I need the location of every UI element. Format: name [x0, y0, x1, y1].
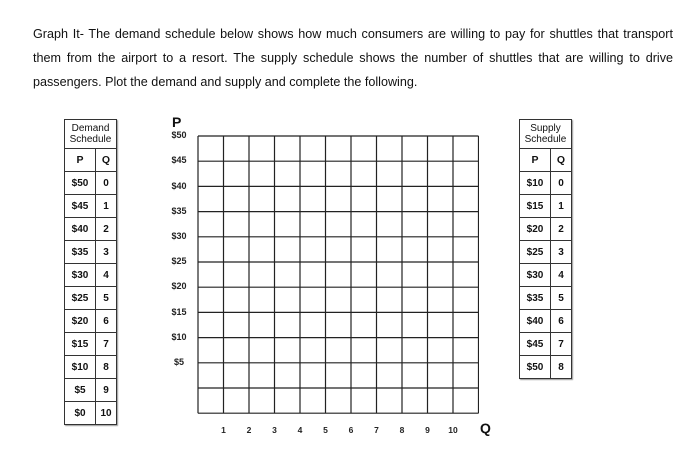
demand-quantity-cell: 9 — [96, 379, 117, 402]
demand-col-p: P — [65, 149, 96, 172]
supply-schedule-title — [520, 120, 572, 149]
demand-price-cell: $5 — [65, 379, 96, 402]
demand-price-cell: $50 — [65, 172, 96, 195]
supply-schedule-table — [519, 119, 572, 379]
supply-row — [520, 356, 572, 379]
supply-title-line2: Schedule — [524, 134, 567, 145]
supply-row — [520, 195, 572, 218]
supply-row — [520, 287, 572, 310]
demand-row — [65, 379, 117, 402]
demand-quantity-cell: 5 — [96, 287, 117, 310]
demand-row — [65, 310, 117, 333]
supply-price-cell: $10 — [520, 172, 551, 195]
demand-price-cell: $30 — [65, 264, 96, 287]
y-tick-label: $35 — [171, 205, 187, 216]
y-axis-label: P — [172, 114, 182, 130]
demand-row — [65, 195, 117, 218]
x-tick-label: 7 — [374, 425, 379, 435]
supply-price-cell: $25 — [520, 241, 551, 264]
demand-quantity-cell: 1 — [96, 195, 117, 218]
demand-price-cell: $35 — [65, 241, 96, 264]
supply-price-cell: $15 — [520, 195, 551, 218]
y-tick-label: $5 — [173, 357, 184, 367]
y-tick-label: $20 — [171, 281, 187, 292]
demand-row — [65, 241, 117, 264]
y-tick-label: $25 — [171, 256, 187, 267]
x-tick-label: 2 — [246, 425, 252, 435]
supply-row — [520, 172, 572, 195]
supply-quantity-cell: 5 — [551, 287, 572, 310]
x-tick-label: 5 — [323, 425, 328, 435]
supply-row — [520, 264, 572, 287]
demand-quantity-cell: 2 — [96, 218, 117, 241]
x-tick-label: 10 — [448, 425, 458, 435]
demand-row — [65, 172, 117, 195]
x-tick-label: 8 — [399, 425, 405, 435]
supply-price-cell: $40 — [520, 310, 551, 333]
demand-quantity-cell: 0 — [96, 172, 117, 195]
supply-row — [520, 218, 572, 241]
y-tick-label: $50 — [171, 130, 187, 141]
supply-quantity-cell: 1 — [551, 195, 572, 218]
demand-title-line1: Demand — [71, 123, 110, 134]
supply-title-line1: Supply — [530, 123, 561, 134]
demand-row — [65, 402, 117, 425]
demand-quantity-cell: 8 — [96, 356, 117, 379]
supply-price-cell: $20 — [520, 218, 551, 241]
demand-schedule-title — [65, 120, 117, 149]
demand-quantity-cell: 7 — [96, 333, 117, 356]
supply-quantity-cell: 6 — [551, 310, 572, 333]
demand-price-cell: $15 — [65, 333, 96, 356]
instructions-text: Graph It- The demand schedule below shows how much consumers are willing to pay for shuttles that transport them from the airport to a resort. The supply schedule shows the number of shuttles that are willing to drive passengers. Plot the demand and supply and complete the following. — [33, 27, 673, 89]
demand-price-cell: $0 — [65, 402, 96, 425]
blank-graph-grid[interactable] — [197, 135, 479, 415]
supply-row — [520, 333, 572, 356]
x-axis-label: Q — [480, 420, 491, 436]
demand-price-cell: $20 — [65, 310, 96, 333]
demand-price-cell: $25 — [65, 287, 96, 310]
x-tick-label: 9 — [425, 425, 430, 435]
demand-title-line2: Schedule — [69, 134, 112, 145]
demand-row — [65, 333, 117, 356]
y-tick-label: $10 — [171, 331, 187, 342]
x-tick-label: 4 — [297, 425, 303, 435]
demand-schedule-table — [64, 119, 117, 425]
demand-quantity-cell: 10 — [96, 402, 117, 425]
supply-quantity-cell: 8 — [551, 356, 572, 379]
demand-quantity-cell: 4 — [96, 264, 117, 287]
supply-col-q: Q — [551, 149, 572, 172]
demand-row — [65, 356, 117, 379]
demand-price-cell: $40 — [65, 218, 96, 241]
supply-row — [520, 310, 572, 333]
supply-row — [520, 241, 572, 264]
supply-price-cell: $35 — [520, 287, 551, 310]
demand-col-q: Q — [96, 149, 117, 172]
demand-row — [65, 218, 117, 241]
demand-row — [65, 287, 117, 310]
y-tick-label: $40 — [171, 180, 187, 191]
supply-quantity-cell: 4 — [551, 264, 572, 287]
y-tick-label: $30 — [171, 231, 187, 241]
y-tick-label: $45 — [171, 155, 187, 166]
supply-quantity-cell: 3 — [551, 241, 572, 264]
supply-price-cell: $50 — [520, 356, 551, 379]
demand-price-cell: $10 — [65, 356, 96, 379]
supply-quantity-cell: 7 — [551, 333, 572, 356]
supply-quantity-cell: 0 — [551, 172, 572, 195]
demand-price-cell: $45 — [65, 195, 96, 218]
supply-price-cell: $30 — [520, 264, 551, 287]
supply-quantity-cell: 2 — [551, 218, 572, 241]
demand-quantity-cell: 6 — [96, 310, 117, 333]
y-tick-label: $15 — [171, 306, 187, 317]
demand-quantity-cell: 3 — [96, 241, 117, 264]
x-tick-label: 6 — [348, 425, 354, 435]
supply-price-cell: $45 — [520, 333, 551, 356]
demand-row — [65, 264, 117, 287]
x-tick-label: 1 — [221, 425, 226, 435]
x-tick-label: 3 — [272, 425, 277, 435]
supply-col-p: P — [520, 149, 551, 172]
